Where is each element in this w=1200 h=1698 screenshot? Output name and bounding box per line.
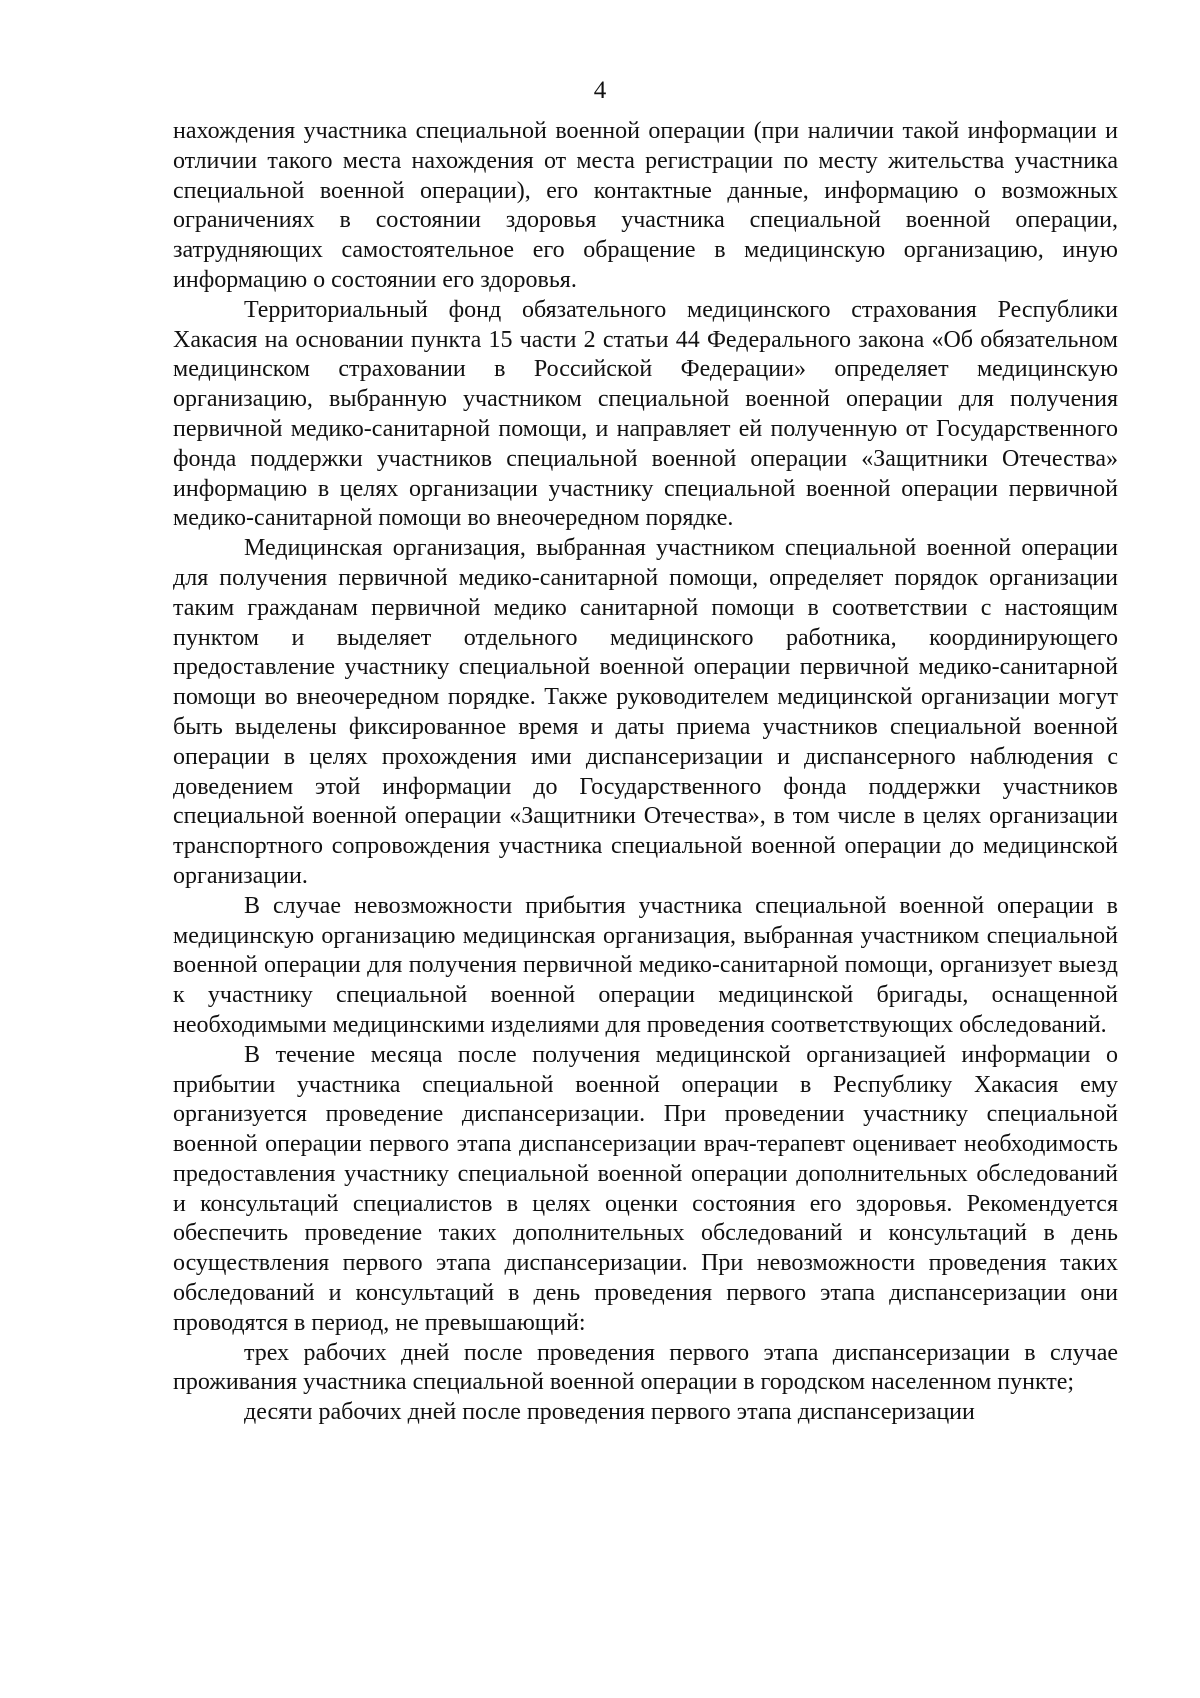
paragraph-3: Медицинская организация, выбранная участником специальной военной операции для получения первичной медико-санитарной помощи, определяет порядок организации таким гражданам первичной медико санитарной помощи в соответствии с настоящим пунктом и выделяет отдельного медицинского работника, координирующего предоставление участнику специальной военной операции первичной медико-санитарной помощи во внеочередном порядке. Также руководителем медицинской организации могут быть выделены фиксированное время и даты приема участников специальной военной операции в целях прохождения ими диспансеризации и диспансерного наблюдения с доведением этой информации до Государственного фонда поддержки участников специальной военной операции «Защитники Отечества», в том числе в целях организации транспортного сопровождения участника специальной военной операции до медицинской организации.: [173, 535, 1118, 889]
paragraph-5: В течение месяца после получения медицинской организацией информации о прибытии участника специальной военной операции в Республику Хакасия ему организуется проведение диспансеризации. При проведении участнику специальной военной операции первого этапа диспансеризации врач-терапевт оценивает необходимость предоставления участнику специальной военной операции дополнительных обследований и консультаций специалистов в целях оценки состояния его здоровья. Рекомендуется обеспечить проведение таких дополнительных обследований и консультаций в день осуществления первого этапа диспансеризации. При невозможности проведения таких обследований и консультаций в день проведения первого этапа диспансеризации они проводятся в период, не превышающий:: [173, 1041, 1118, 1336]
paragraph-7: десяти рабочих дней после проведения первого этапа диспансеризации: [244, 1399, 975, 1426]
paragraph-2: Территориальный фонд обязательного медицинского страхования Республики Хакасия на основании пункта 15 части 2 статьи 44 Федерального закона «Об обязательном медицинском страховании в Российской Федерации» определяет медицинскую организацию, выбранную участником специальной военной операции для получения первичной медико-санитарной помощи, и направляет ей полученную от Государственного фонда поддержки участников специальной военной операции «Защитники Отечества» информацию в целях организации участнику специальной военной операции первичной медико-санитарной помощи во внеочередном порядке.: [173, 296, 1118, 532]
page-number: 4: [593, 77, 607, 104]
paragraph-6: трех рабочих дней после проведения первого этапа диспансеризации в случае проживания участника специальной военной операции в городском населенном пункте;: [173, 1339, 1118, 1396]
paragraph-4: В случае невозможности прибытия участника специальной военной операции в медицинскую организацию медицинская организация, выбранная участником специальной военной операции для получения первичной медико-санитарной помощи, организует выезд к участнику специальной военной операции медицинской бригады, оснащенной необходимыми медицинскими изделиями для проведения соответствующих обследований.: [173, 892, 1118, 1038]
document-body: [173, 117, 1118, 1428]
paragraph-1: нахождения участника специальной военной операции (при наличии такой информации и отличии такого места нахождения от места регистрации по месту жительства участника специальной военной операции), его контактные данные, информацию о возможных ограничениях в состоянии здоровья участника специальной военной операции, затрудняющих самостоятельное его обращение в медицинскую организацию, иную информацию о состоянии его здоровья.: [173, 118, 1118, 293]
